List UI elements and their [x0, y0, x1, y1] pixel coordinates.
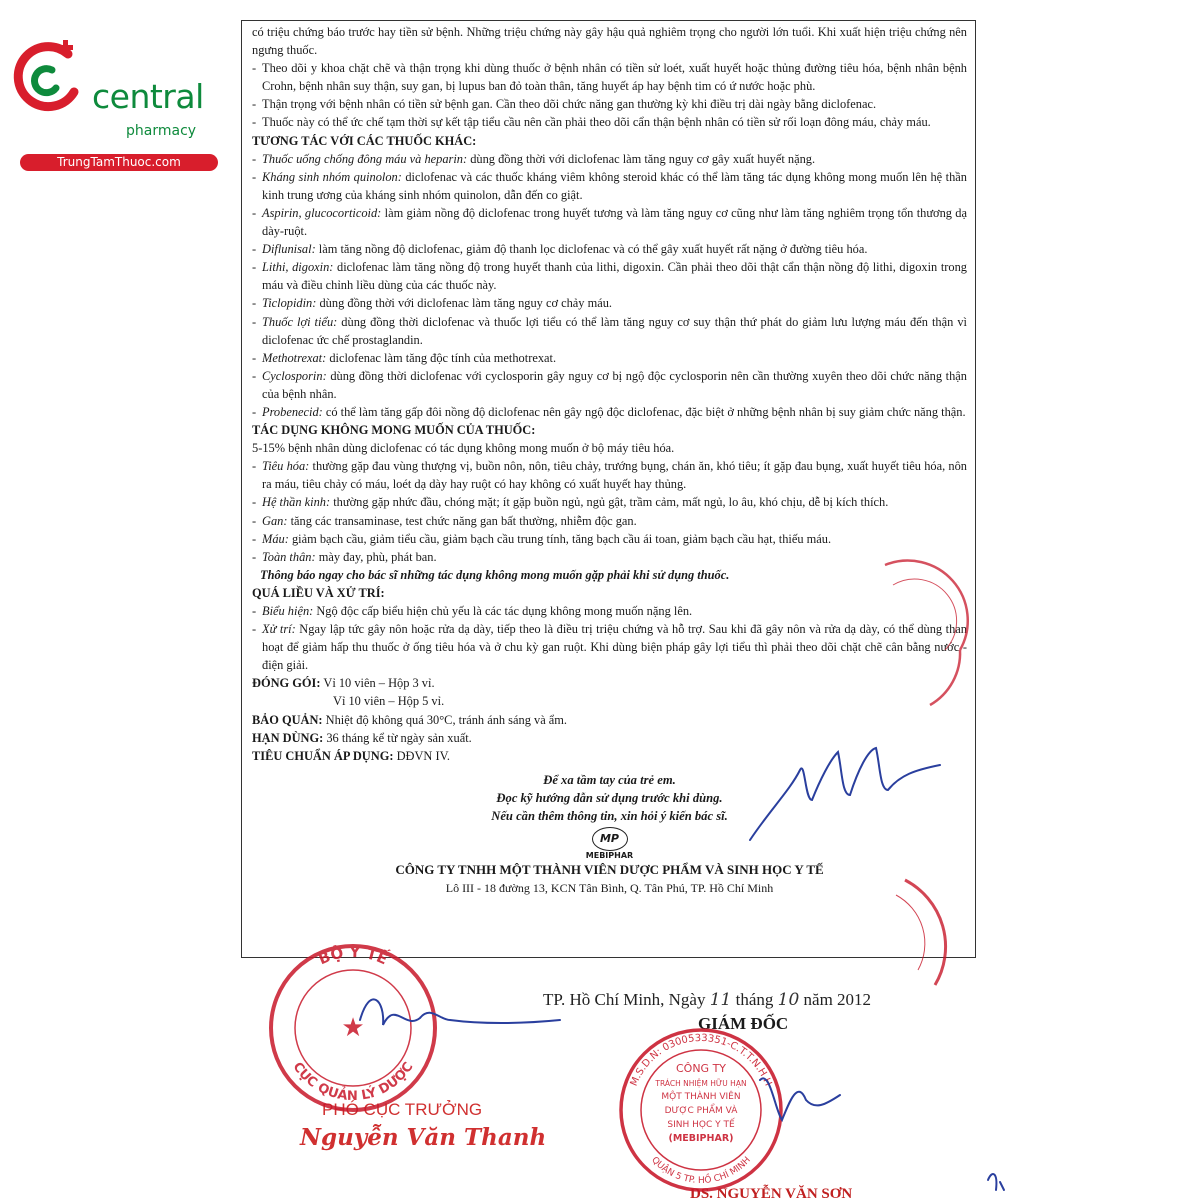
svg-text:M.S.D.N: 0300533351-C.T.T.N.H. [629, 1033, 774, 1088]
director-title: GIÁM ĐỐC [698, 1014, 789, 1033]
interaction-item: - Kháng sinh nhóm quinolon: diclofenac và các thuốc kháng viêm không steroid khác có thể làm tăng tác dụng không mong muốn lên hệ thần kinh trung ương của kháng sinh nhóm quinolon, dẫn đến co giật. [252, 169, 967, 202]
shelf-life-line: HẠN DÙNG: 36 tháng kể từ ngày sản xuất. [252, 730, 472, 745]
deputy-name: Nguyễn Văn Thanh [300, 1124, 547, 1151]
advice-line: Đọc kỹ hướng dẫn sử dụng trước khi dùng. [496, 790, 723, 805]
side-effect-item: - Hệ thần kinh: thường gặp nhức đầu, chóng mặt; ít gặp buồn ngủ, ngủ gật, trầm cảm, mất ngủ, lo âu, khó chịu, dễ bị kích thích. [252, 495, 889, 510]
svg-text:QUẬN 5 TP. HỒ CHÍ MINH [649, 1155, 753, 1186]
overdose-item: - Xử trí: Ngay lập tức gây nôn hoặc rửa dạ dày, tiếp theo là điều trị triệu chứng và hỗ trợ. Sau khi đã gây nôn và rửa dạ dày, có thể dùng than hoạt để giảm hấp thu thuốc ở ống tiêu hóa và ở chu kỳ gan ruột. Khi dùng biện pháp gây lợi tiểu thì phải theo dõi chặt chẽ cân bằng nước - điện giải. [252, 622, 967, 673]
pharmacy-cross-logo-icon [8, 36, 98, 116]
storage-line: BẢO QUẢN: Nhiệt độ không quá 30°C, tránh ánh sáng và ẩm. [252, 712, 568, 727]
interaction-item: - Lithi, digoxin: diclofenac làm tăng nồng độ trong huyết thanh của lithi, digoxin. Cần phải theo dõi thật cẩn thận nồng độ lithi, digoxin trong máu và điều chỉnh liều dùng của các thuốc này. [252, 260, 968, 293]
svg-text:CỤC QUẢN LÝ DƯỢC [290, 1060, 417, 1104]
interaction-item: - Thuốc lợi tiểu: dùng đồng thời diclofenac và thuốc lợi tiểu có thể làm tăng nguy cơ suy thận thứ phát do giảm lưu lượng máu đến thận vì diclofenac ức chế prostaglandin. [252, 314, 967, 347]
interactions-heading: TƯƠNG TÁC VỚI CÁC THUỐC KHÁC: [252, 133, 477, 148]
packaging-line: ĐÓNG GÓI: Vỉ 10 viên – Hộp 3 vỉ. [252, 676, 435, 691]
interaction-item: - Aspirin, glucocorticoid: làm giảm nồng độ diclofenac trong huyết tương và làm tăng nguy cơ cũng như làm tăng nghiêm trọng tổn thương dạ dày-ruột. [252, 205, 968, 239]
advice-line: Để xa tầm tay của trẻ em. [543, 772, 676, 787]
brand-website: TrungTamThuoc.com [20, 154, 218, 171]
company-stamp-line: SINH HỌC Y TẾ [667, 1120, 735, 1130]
advice-line: Nếu cần thêm thông tin, xin hỏi ý kiến bác sĩ. [491, 809, 728, 824]
company-stamp [621, 1030, 781, 1190]
company-stamp-line: MỘT THÀNH VIÊN [661, 1092, 741, 1102]
side-effects-notice: Thông báo ngay cho bác sĩ những tác dụng không mong muốn gặp phải khi sử dụng thuốc. [260, 567, 730, 582]
ministry-stamp-top: BỘ Y TẾ [315, 942, 391, 969]
warning-item: - Thận trọng với bệnh nhân có tiền sử bệnh gan. Cần theo dõi chức năng gan thường kỳ khi điều trị dài ngày bằng diclofenac. [252, 97, 877, 112]
side-effect-item: - Toàn thân: mày đay, phù, phát ban. [252, 549, 437, 564]
interaction-item: - Probenecid: có thể làm tăng gấp đôi nồng độ diclofenac nên gây ngộ độc diclofenac, đặc biệt ở những bệnh nhân bị suy giảm chức năng thận. [252, 404, 966, 419]
warning-item: - Theo dõi y khoa chặt chẽ và thận trọng khi dùng thuốc ở bệnh nhân có tiền sử loét, xuất huyết hoặc thủng đường tiêu hóa, bệnh nhân bệnh Crohn, bệnh nhân suy thận, suy gan, bị lupus ban đỏ toàn thân, tăng huyết áp hay bệnh tim có ứ nước hoặc phù. [252, 61, 967, 94]
brand-watermark [8, 36, 223, 169]
company-stamp-ring-bottom: QUẬN 5 TP. HỒ CHÍ MINH [649, 1155, 753, 1187]
side-effect-item: - Máu: giảm bạch cầu, giảm tiểu cầu, giảm bạch cầu trung tính, tăng bạch cầu ái toan, giảm bạch cầu hạt, thiếu máu. [252, 531, 832, 546]
company-name: CÔNG TY TNHH MỘT THÀNH VIÊN DƯỢC PHẨM VÀ SINH HỌC Y TẾ [395, 862, 824, 878]
packaging-line-2: Vỉ 10 viên – Hộp 5 vỉ. [333, 694, 445, 709]
director-signature-lower [760, 1078, 840, 1120]
deputy-signature [360, 999, 560, 1025]
warning-continuation: có triệu chứng báo trước hay tiền sử bệnh. Những triệu chứng này gây hậu quả nghiêm trọng cho người lớn tuổi. Khi xuất hiện triệu chứng nên ngưng thuốc. [252, 25, 967, 58]
company-stamp-ring: M.S.D.N: 0300533351-C.T.T.N.H.H [628, 1032, 774, 1088]
company-stamp-line: DƯỢC PHẨM VÀ [664, 1106, 738, 1116]
director-name: DS. NGUYỄN VĂN SƠN [690, 1186, 853, 1202]
ministry-stamp [271, 942, 435, 1110]
interaction-item: - Thuốc uống chống đông máu và heparin: dùng đồng thời với diclofenac làm tăng nguy cơ gây xuất huyết nặng. [252, 151, 816, 166]
brand-subname: pharmacy [126, 123, 197, 139]
side-effect-item: - Gan: tăng các transaminase, test chức năng gan bất thường, nhiễm độc gan. [252, 513, 637, 528]
side-effects-heading: TÁC DỤNG KHÔNG MONG MUỐN CỦA THUỐC: [252, 423, 536, 438]
interaction-item: - Cyclosporin: dùng đồng thời diclofenac với cyclosporin gây nguy cơ bị ngộ độc cyclosporin nên cần thường xuyên theo dõi chức năng thận của bệnh nhân. [252, 368, 967, 401]
ministry-stamp-bottom: CỤC QUẢN LÝ DƯỢC [289, 1059, 417, 1105]
mebiphar-logo-name: MEBIPHAR [585, 851, 634, 861]
standard-line: TIÊU CHUẨN ÁP DỤNG: DĐVN IV. [252, 748, 451, 763]
side-effects-intro: 5-15% bệnh nhân dùng diclofenac có tác dụng không mong muốn ở bộ máy tiêu hóa. [252, 441, 675, 456]
overdose-item: - Biểu hiện: Ngộ độc cấp biểu hiện chủ yếu là các tác dụng không mong muốn nặng lên. [252, 604, 693, 618]
company-stamp-line: TRÁCH NHIỆM HỮU HẠN [655, 1079, 747, 1088]
brand-name: central [92, 77, 204, 116]
margin-initials [988, 1174, 1004, 1190]
company-stamp-line: (MEBIPHAR) [668, 1133, 734, 1144]
warning-item: - Thuốc này có thể ức chế tạm thời sự kết tập tiểu cầu nên cần phải theo dõi cẩn thận bệnh nhân có tiền sử rối loạn đông máu, chảy máu. [252, 115, 931, 130]
interaction-item: - Diflunisal: làm tăng nồng độ diclofenac, giảm độ thanh lọc diclofenac và có thể gây xuất huyết rất nặng ở đường tiêu hóa. [252, 242, 868, 257]
interaction-item: - Ticlopidin: dùng đồng thời với diclofenac làm tăng nguy cơ chảy máu. [252, 296, 613, 311]
company-address: Lô III - 18 đường 13, KCN Tân Bình, Q. Tân Phú, TP. Hồ Chí Minh [445, 881, 774, 896]
date-line: TP. Hồ Chí Minh, Ngày 11 tháng 10 năm 2012 [543, 990, 872, 1010]
star-emblem-icon: ★ [341, 1013, 365, 1042]
leaflet-page [241, 20, 976, 958]
mebiphar-logo: MP [592, 827, 628, 851]
deputy-title: PHÓ CỤC TRƯỞNG [322, 1100, 483, 1119]
side-effect-item: - Tiêu hóa: thường gặp đau vùng thượng vị, buồn nôn, nôn, tiêu chảy, trướng bụng, chán ăn, khó tiêu; ít gặp đau bụng, xuất huyết tiêu hóa, nôn ra máu, tiêu chảy có máu, loét dạ dày hay ruột có hay không có xuất huyết hay thủng. [252, 459, 968, 492]
overdose-heading: QUÁ LIỀU VÀ XỬ TRÍ: [252, 585, 385, 600]
interaction-item: - Methotrexat: diclofenac làm tăng độc tính của methotrexat. [252, 350, 557, 365]
company-stamp-line: CÔNG TY [675, 1062, 727, 1075]
